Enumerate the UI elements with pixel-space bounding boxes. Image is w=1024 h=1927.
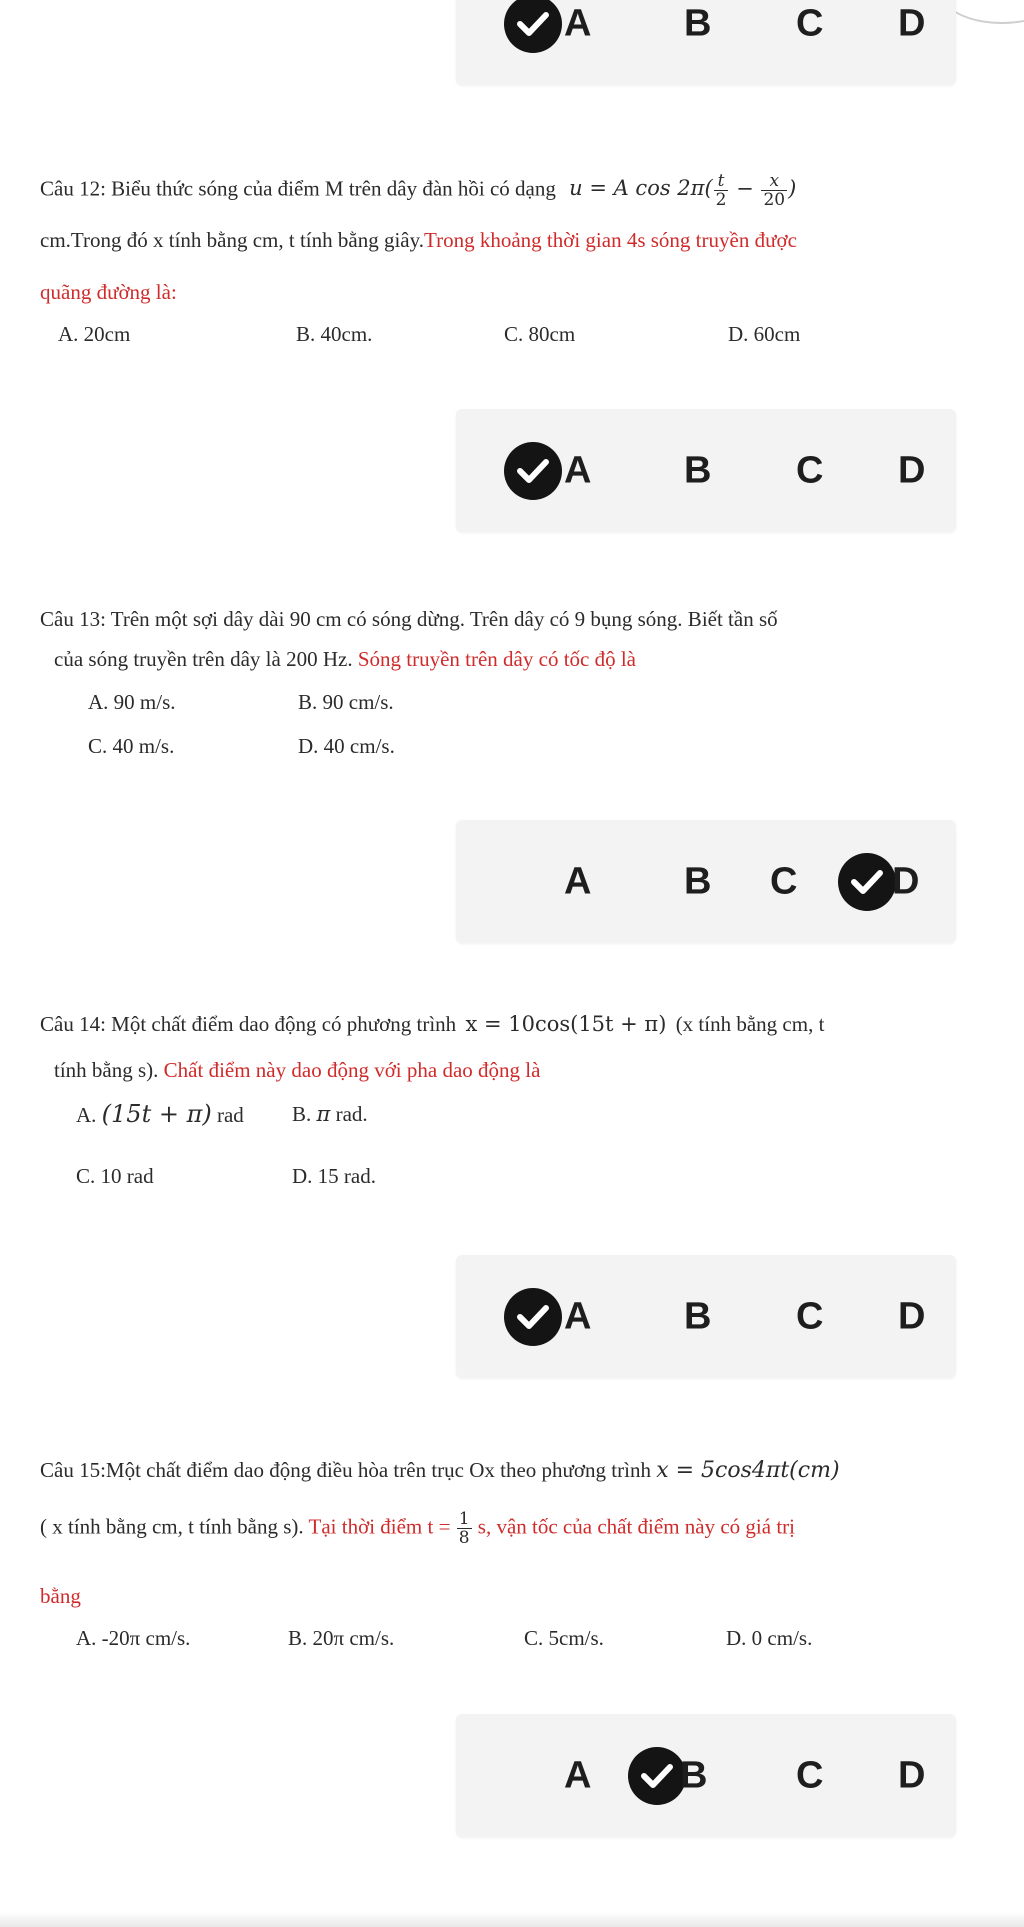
q12-formula-prefix: u = A cos 2π( xyxy=(569,176,713,201)
q13-line2 xyxy=(54,645,636,673)
q12-line1 xyxy=(40,172,796,209)
option-d[interactable]: D xyxy=(898,449,926,491)
q15-formula: x = 5cos4πt(cm) xyxy=(656,1458,840,1483)
q13-line2-black: của sóng truyền trên dây là 200 Hz. xyxy=(54,647,353,671)
q14-line1 xyxy=(40,1010,824,1038)
q15-line2-red-a: Tại thời điểm t = xyxy=(308,1514,451,1539)
option-a[interactable]: A xyxy=(564,860,592,902)
q14-choice-a xyxy=(76,1100,244,1129)
q15-choice-c: C. 5cm/s. xyxy=(524,1626,604,1650)
q14-b-formula: π xyxy=(316,1102,331,1126)
q13-line1: Câu 13: Trên một sợi dây dài 90 cm có sóng dừng. Trên dây có 9 bụng sóng. Biết tần số xyxy=(40,607,778,631)
q12-label: Câu 12: xyxy=(40,176,106,201)
option-b[interactable]: B xyxy=(680,1754,708,1796)
q12-frac1: $\frac{t}{2}$ xyxy=(715,171,727,210)
answer-panel-3 xyxy=(456,820,956,943)
option-b[interactable]: B xyxy=(684,2,712,44)
option-c[interactable]: C xyxy=(796,1754,824,1796)
option-c[interactable]: C xyxy=(796,449,824,491)
q15-line1 xyxy=(40,1456,840,1485)
check-icon xyxy=(504,0,562,53)
answer-panel-2 xyxy=(456,409,956,532)
q12-line2-black: cm.Trong đó x tính bằng cm, t tính bằng giây. xyxy=(40,228,424,252)
q14-line2 xyxy=(54,1056,540,1084)
option-c[interactable]: C xyxy=(796,1295,824,1337)
q12-choice-a: A. 20cm xyxy=(58,322,131,346)
q14-line1-b: (x tính bằng cm, t xyxy=(675,1012,825,1036)
q13-choice-a: A. 90 m/s. xyxy=(88,690,176,714)
q15-frac: $\frac{1}{8}$ xyxy=(458,1509,470,1548)
q12-minus: − xyxy=(729,176,761,201)
q15-line1-text: Câu 15:Một chất điểm dao động điều hòa trên trục Ox theo phương trình xyxy=(40,1458,651,1482)
option-d[interactable]: D xyxy=(892,860,920,902)
q14-choice-d: D. 15 rad. xyxy=(292,1164,376,1188)
option-b[interactable]: B xyxy=(684,449,712,491)
option-c[interactable]: C xyxy=(796,2,824,44)
option-b[interactable]: B xyxy=(684,1295,712,1337)
check-icon xyxy=(504,442,562,500)
option-d[interactable]: D xyxy=(898,1295,926,1337)
option-b[interactable]: B xyxy=(684,860,712,902)
q14-formula: x = 10cos(15t + π) xyxy=(465,1012,667,1036)
q13-choice-d: D. 40 cm/s. xyxy=(298,734,395,758)
q13-line2-red: Sóng truyền trên dây có tốc độ là xyxy=(357,647,637,671)
q15-choice-b: B. 20π cm/s. xyxy=(288,1626,395,1650)
q15-line2-black: ( x tính bằng cm, t tính bằng s). xyxy=(40,1514,304,1539)
q12-frac2: $\frac{x}{20}$ xyxy=(763,171,786,210)
q15-choice-a: A. -20π cm/s. xyxy=(76,1626,191,1650)
q14-a-label: A. xyxy=(76,1103,97,1127)
q12-formula-suffix: ) xyxy=(788,176,797,201)
q15-line2 xyxy=(40,1510,795,1547)
option-d[interactable]: D xyxy=(898,2,926,44)
q13-choice-b: B. 90 cm/s. xyxy=(298,690,394,714)
check-icon xyxy=(504,1288,562,1346)
q14-b-label: B. xyxy=(292,1102,312,1126)
answer-panel-5 xyxy=(456,1714,956,1837)
check-icon xyxy=(838,853,896,911)
q12-line2 xyxy=(40,226,797,254)
q14-choice-c: C. 10 rad xyxy=(76,1164,154,1188)
q12-line3: quãng đường là: xyxy=(40,280,177,304)
q14-choice-b xyxy=(292,1100,368,1128)
q13-choice-c: C. 40 m/s. xyxy=(88,734,175,758)
q14-b-unit: rad. xyxy=(335,1102,368,1126)
q15-line3: bằng xyxy=(40,1584,81,1608)
q12-choice-d: D. 60cm xyxy=(728,322,801,346)
option-a[interactable]: A xyxy=(564,2,592,44)
cutoff-text-line xyxy=(0,1912,1024,1927)
q14-a-unit: rad xyxy=(216,1103,244,1127)
answer-panel-4 xyxy=(456,1255,956,1378)
q14-line2-black: tính bằng s). xyxy=(54,1058,159,1082)
q12-choice-c: C. 80cm xyxy=(504,322,576,346)
option-a[interactable]: A xyxy=(564,1295,592,1337)
check-icon xyxy=(628,1747,686,1805)
answer-panel-1 xyxy=(456,0,956,85)
q12-text: Biểu thức sóng của điểm M trên dây đàn hồi có dạng xyxy=(111,176,556,201)
q14-line1-a: Câu 14: Một chất điểm dao động có phương trình xyxy=(40,1012,457,1036)
option-c[interactable]: C xyxy=(770,860,798,902)
q15-choice-d: D. 0 cm/s. xyxy=(726,1626,813,1650)
q14-line2-red: Chất điểm này dao động với pha dao động là xyxy=(163,1058,541,1082)
q14-a-formula: (15t + π) xyxy=(101,1100,212,1128)
q15-line2-red-b: s, vận tốc của chất điểm này có giá trị xyxy=(477,1514,795,1539)
q12-line2-red: Trong khoảng thời gian 4s sóng truyền được xyxy=(424,228,797,252)
option-d[interactable]: D xyxy=(898,1754,926,1796)
q12-choice-b: B. 40cm. xyxy=(296,322,373,346)
option-a[interactable]: A xyxy=(564,1754,592,1796)
option-a[interactable]: A xyxy=(564,449,592,491)
